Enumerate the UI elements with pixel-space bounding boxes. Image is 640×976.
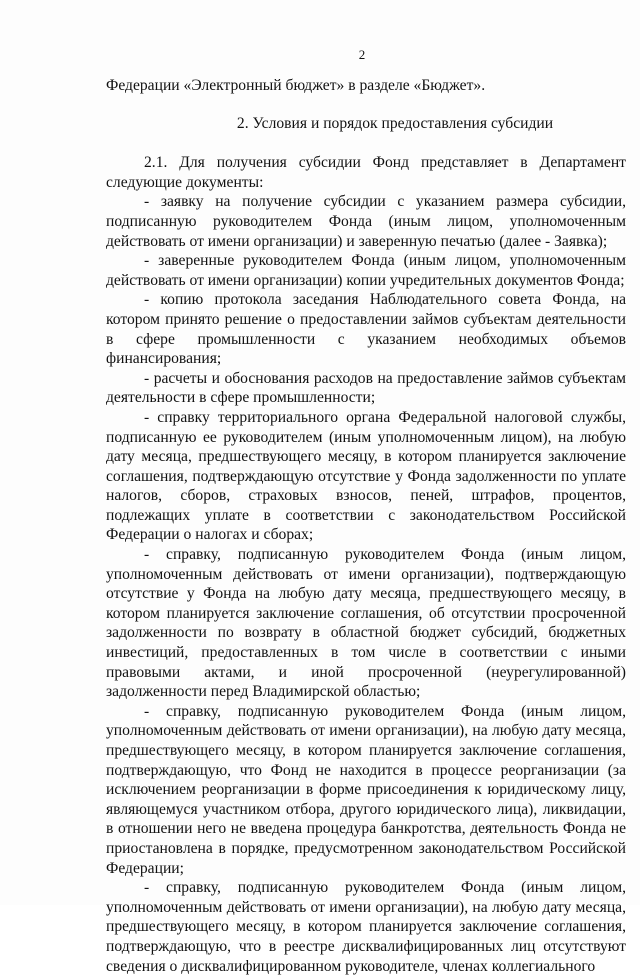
list-item: - копию протокола заседания Наблюдательного совета Фонда, на котором принято решение о предоставлении займов субъектам деятельности в сфере промышленности с указанием необходимых объемов финансирования;: [106, 291, 626, 368]
list-item: - справку, подписанную руководителем Фонда (иным лицом, уполномоченным действовать от имени организации), подтверждающую отсутствие у Фонда на любую дату месяца, предшествующего месяцу, в котором планируется заключение соглашения, об отсутствии просроченной задолженности по возврату в областной бюджет субсидий, бюджетных инвестиций, предоставленных в том числе в соответствии с иными правовыми актами, и иной просроченной (неурегулированной) задолженности перед Владимирской областью;: [106, 546, 626, 701]
page-number: 2: [358, 47, 366, 62]
list-item: - расчеты и обоснования расходов на предоставление займов субъектам деятельности в сфере промышленности;: [106, 369, 626, 407]
opening-line: Федерации «Электронный бюджет» в разделе «Бюджет».: [106, 77, 486, 94]
list-item: - справку, подписанную руководителем Фонда (иным лицом, уполномоченным действовать от имени организации), на любую дату месяца, предшествующего месяцу, в котором планируется заключение соглашения, подтверждающую, что в реестре дисквалифицированных лиц отсутствуют сведения о дисквалифицированном руководителе, членах коллегиального: [106, 879, 626, 975]
section-heading: 2. Условия и порядок предоставления субсидии: [236, 114, 554, 132]
list-item: - заверенные руководителем Фонда (иным лицом, уполномоченным действовать от имени организации) копии учредительных документов Фонда;: [106, 252, 626, 289]
intro-paragraph: 2.1. Для получения субсидии Фонд представляет в Департамент следующие документы:: [106, 154, 626, 191]
document-body: [106, 76, 626, 976]
list-item: - заявку на получение субсидии с указанием размера субсидии, подписанную руководителем Фонда (иным лицом, уполномоченным действовать от имени организации) и заверенную печатью (далее - Заявка);: [106, 193, 626, 250]
list-item: - справку территориального органа Федеральной налоговой службы, подписанную ее руководителем (иным уполномоченным лицом), на любую дату месяца, предшествующего месяцу, в котором планируется заключение соглашения, подтверждающую отсутствие у Фонда задолженности по уплате налогов, сборов, страховых взносов, пеней, штрафов, процентов, подлежащих уплате в соответствии с законодательством Российской Федерации о налогах и сборах;: [106, 408, 626, 544]
list-item: - справку, подписанную руководителем Фонда (иным лицом, уполномоченным действовать от имени организации), на любую дату месяца, предшествующего месяцу, в котором планируется заключение соглашения, подтверждающую, что Фонд не находится в процессе реорганизации (за исключением реорганизации в форме присоединения к юридическому лицу, являющемуся участником отбора, другого юридического лица), ликвидации, в отношении него не введена процедура банкротства, деятельность Фонда не приостановлена в порядке, предусмотренном законодательством Российской Федерации;: [106, 702, 626, 877]
